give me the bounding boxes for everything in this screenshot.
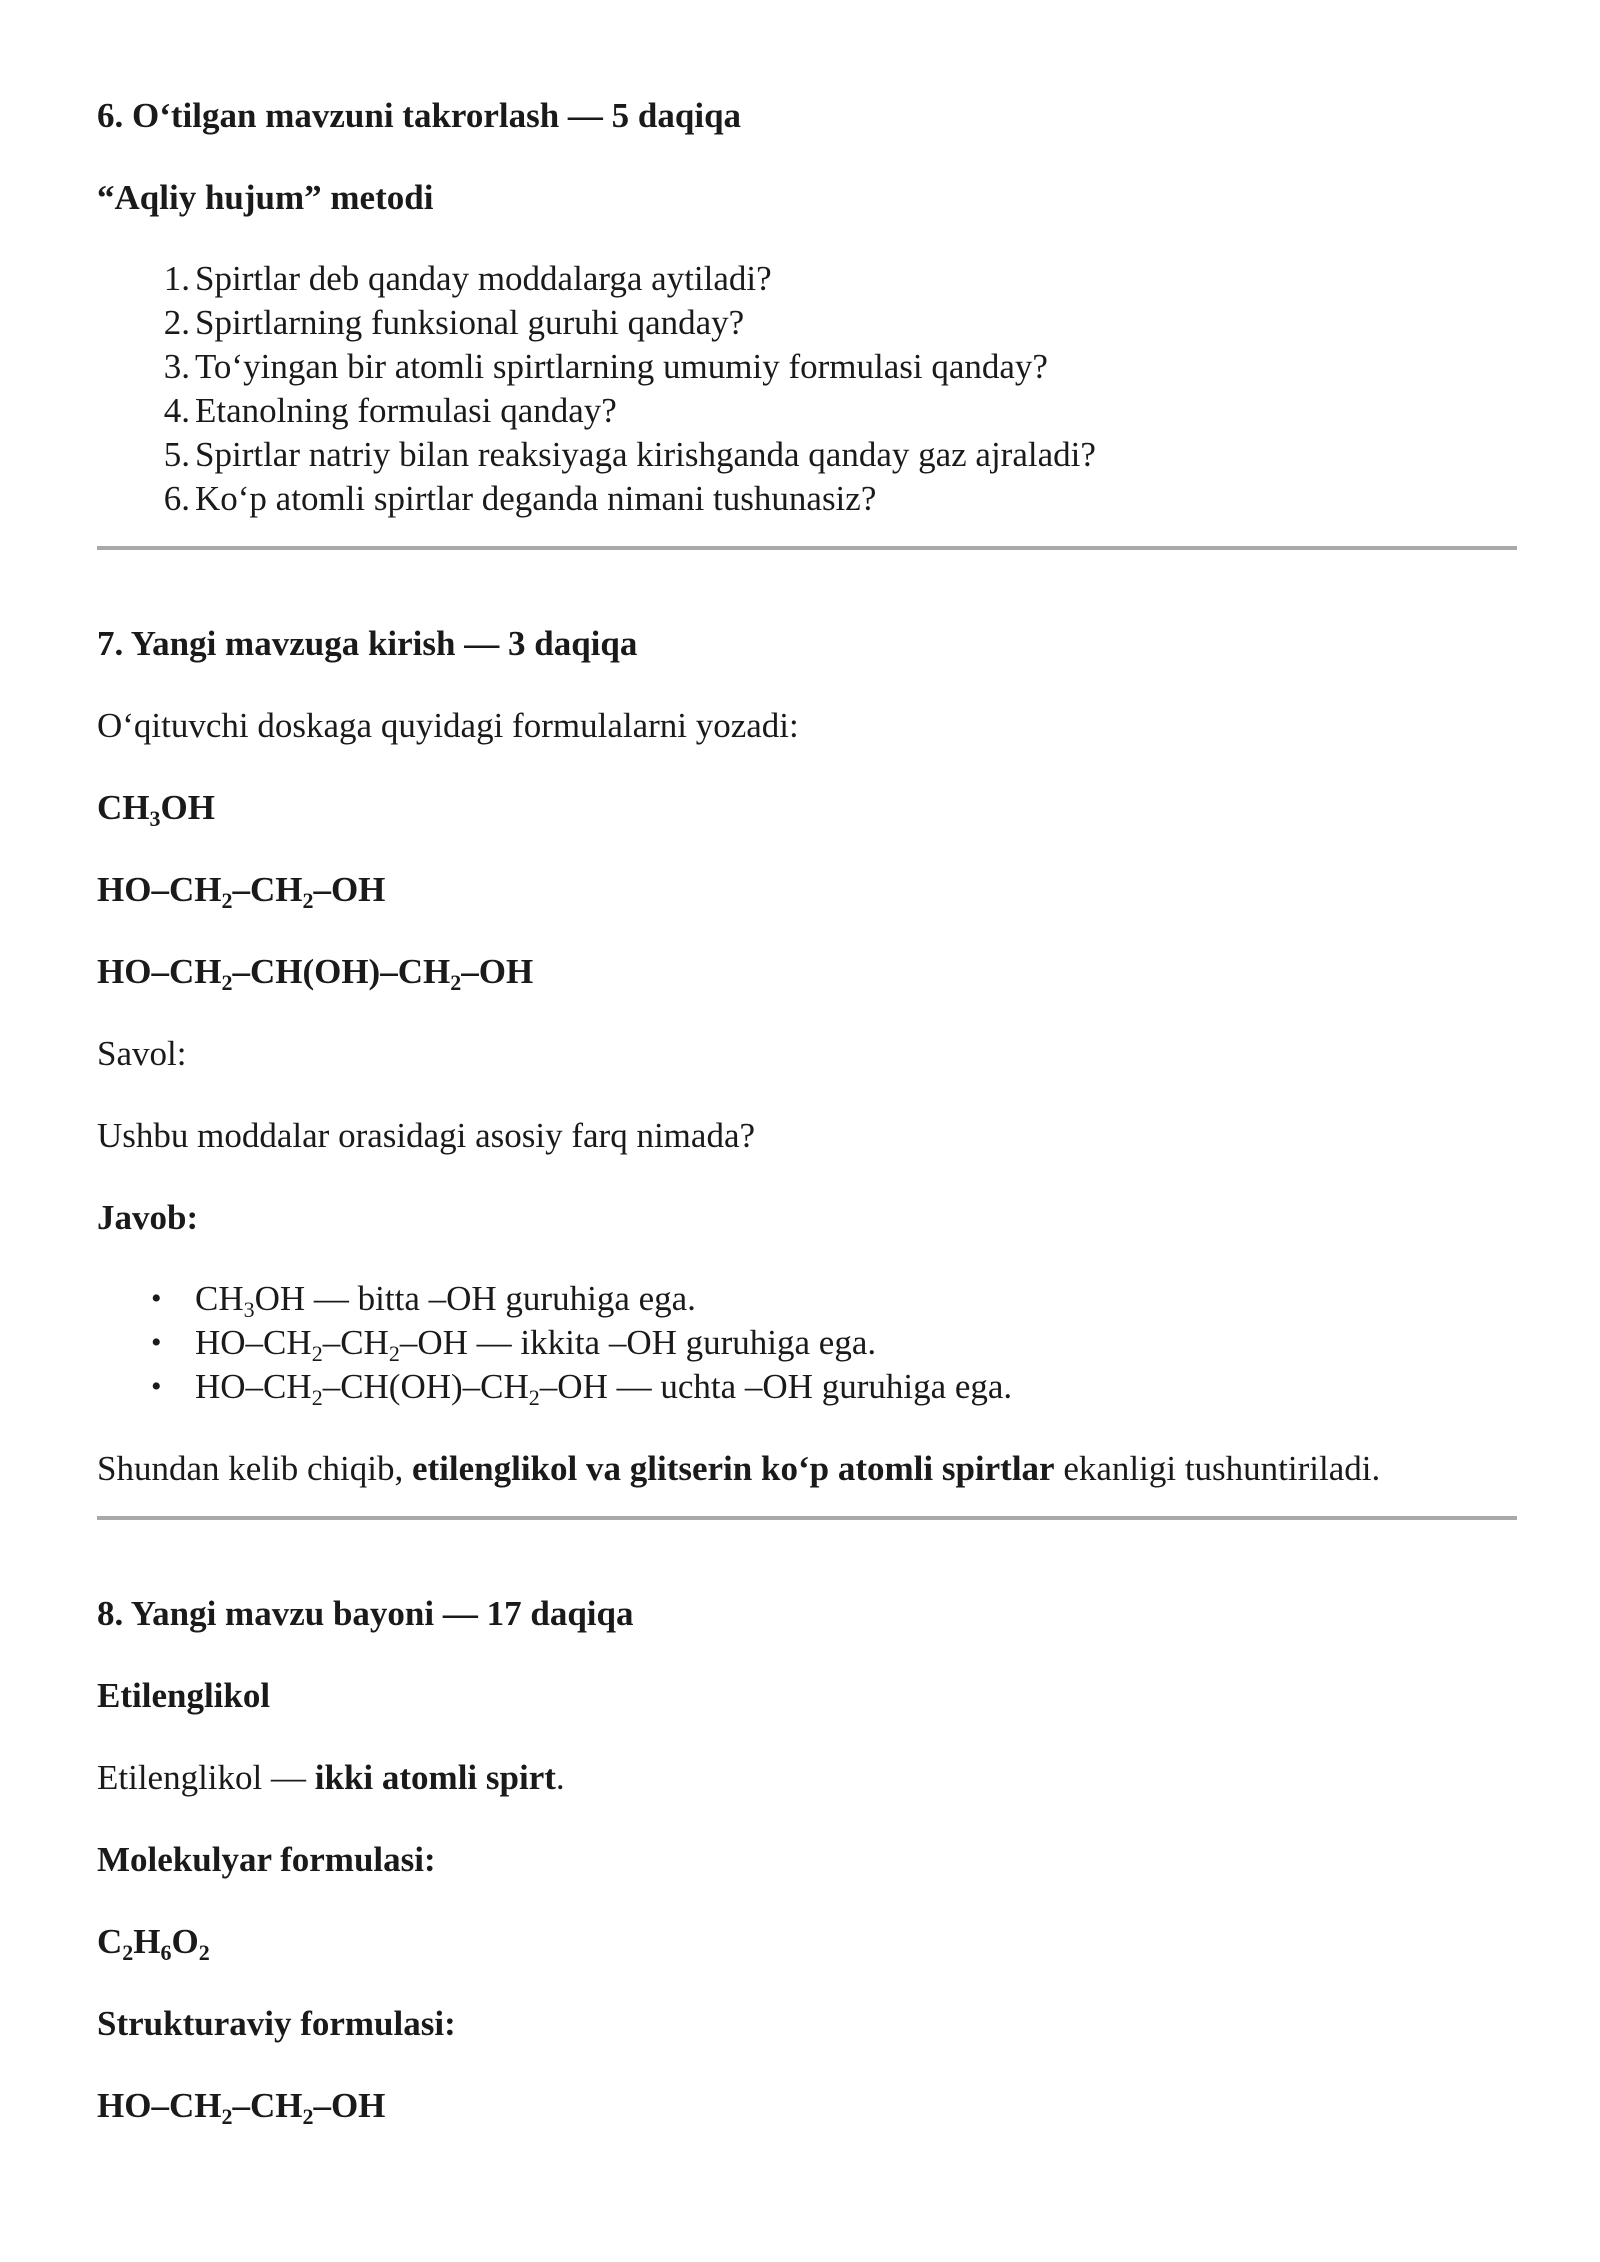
list-item xyxy=(163,345,1517,389)
section-7-intro: O‘qituvchi doskaga quyidagi formulalarni yozadi: xyxy=(97,706,799,745)
section-8-subtitle: Etilenglikol xyxy=(97,1676,271,1715)
structural-formula: $HO-CH_2-CH_2-OH$ xyxy=(97,2086,386,2129)
list-item-text: Ko‘p atomli spirtlar deganda nimani tushunasiz? xyxy=(195,479,877,518)
formula-methanol: $CH_3OH$ xyxy=(97,788,215,831)
list-item-text: Spirtlarning funksional guruhi qanday? xyxy=(195,303,745,342)
bullet-icon: • xyxy=(151,1326,162,1359)
list-item xyxy=(163,257,1517,301)
structural-formula-label: Strukturaviy formulasi: xyxy=(97,2004,456,2043)
question-list xyxy=(97,257,1517,521)
list-item xyxy=(163,301,1517,345)
section-6-method: “Aqliy hujum” metodi xyxy=(97,178,434,217)
formula-ethylene-glycol: $HO-CH_2-CH_2-OH$ xyxy=(97,870,386,913)
list-item xyxy=(163,389,1517,433)
list-item-text: Spirtlar natriy bilan reaksiyaga kirishganda qanday gaz ajraladi? xyxy=(195,435,1096,474)
question-text: Ushbu moddalar orasidagi asosiy farq nimada? xyxy=(97,1116,756,1155)
molecular-formula: $C_2H_6O_2$ xyxy=(97,1922,210,1965)
answer-label: Javob: xyxy=(97,1198,199,1237)
list-item-text: Spirtlar deb qanday moddalarga aytiladi? xyxy=(195,259,772,298)
list-item xyxy=(163,433,1517,477)
section-divider xyxy=(97,1516,1517,1520)
list-item-number: 3. xyxy=(163,347,190,386)
list-item-number: 2. xyxy=(163,303,190,342)
molecular-formula-label: Molekulyar formulasi: xyxy=(97,1840,436,1879)
formula-glycerol: $HO-CH_2-CH(OH)-CH_2-OH$ xyxy=(97,952,534,995)
definition-text: Etilenglikol — ikki atomli spirt. xyxy=(97,1758,565,1797)
answer-list xyxy=(97,1277,1517,1409)
section-8-title: 8. Yangi mavzu bayoni — 17 daqiqa xyxy=(97,1594,634,1633)
bullet-icon: • xyxy=(151,1370,162,1403)
section-6-title: 6. O‘tilgan mavzuni takrorlash — 5 daqiqa xyxy=(97,96,742,135)
list-item: • $HO-CH_2-CH(OH)-CH_2-OH$ — uchta –OH guruhiga ega. xyxy=(151,1367,1013,1410)
document-page xyxy=(97,94,1517,2128)
bullet-icon: • xyxy=(151,1282,162,1315)
list-item-text: To‘yingan bir atomli spirtlarning umumiy formulasi qanday? xyxy=(195,347,1048,386)
section-7-title: 7. Yangi mavzuga kirish — 3 daqiqa xyxy=(97,624,638,663)
list-item-number: 5. xyxy=(163,435,190,474)
list-item: • $HO-CH_2-CH_2-OH$ — ikkita –OH guruhiga ega. xyxy=(151,1323,877,1366)
conclusion-text: Shundan kelib chiqib, etilenglikol va glitserin ko‘p atomli spirtlar ekanligi tushuntiriladi. xyxy=(97,1449,1381,1488)
list-item-number: 1. xyxy=(163,259,190,298)
section-divider xyxy=(97,546,1517,550)
list-item: • $CH_3OH$ — bitta –OH guruhiga ega. xyxy=(151,1279,696,1322)
question-label: Savol: xyxy=(97,1034,187,1073)
list-item-number: 6. xyxy=(163,479,190,518)
list-item-number: 4. xyxy=(163,391,190,430)
list-item xyxy=(163,477,1517,521)
list-item-text: Etanolning formulasi qanday? xyxy=(195,391,617,430)
